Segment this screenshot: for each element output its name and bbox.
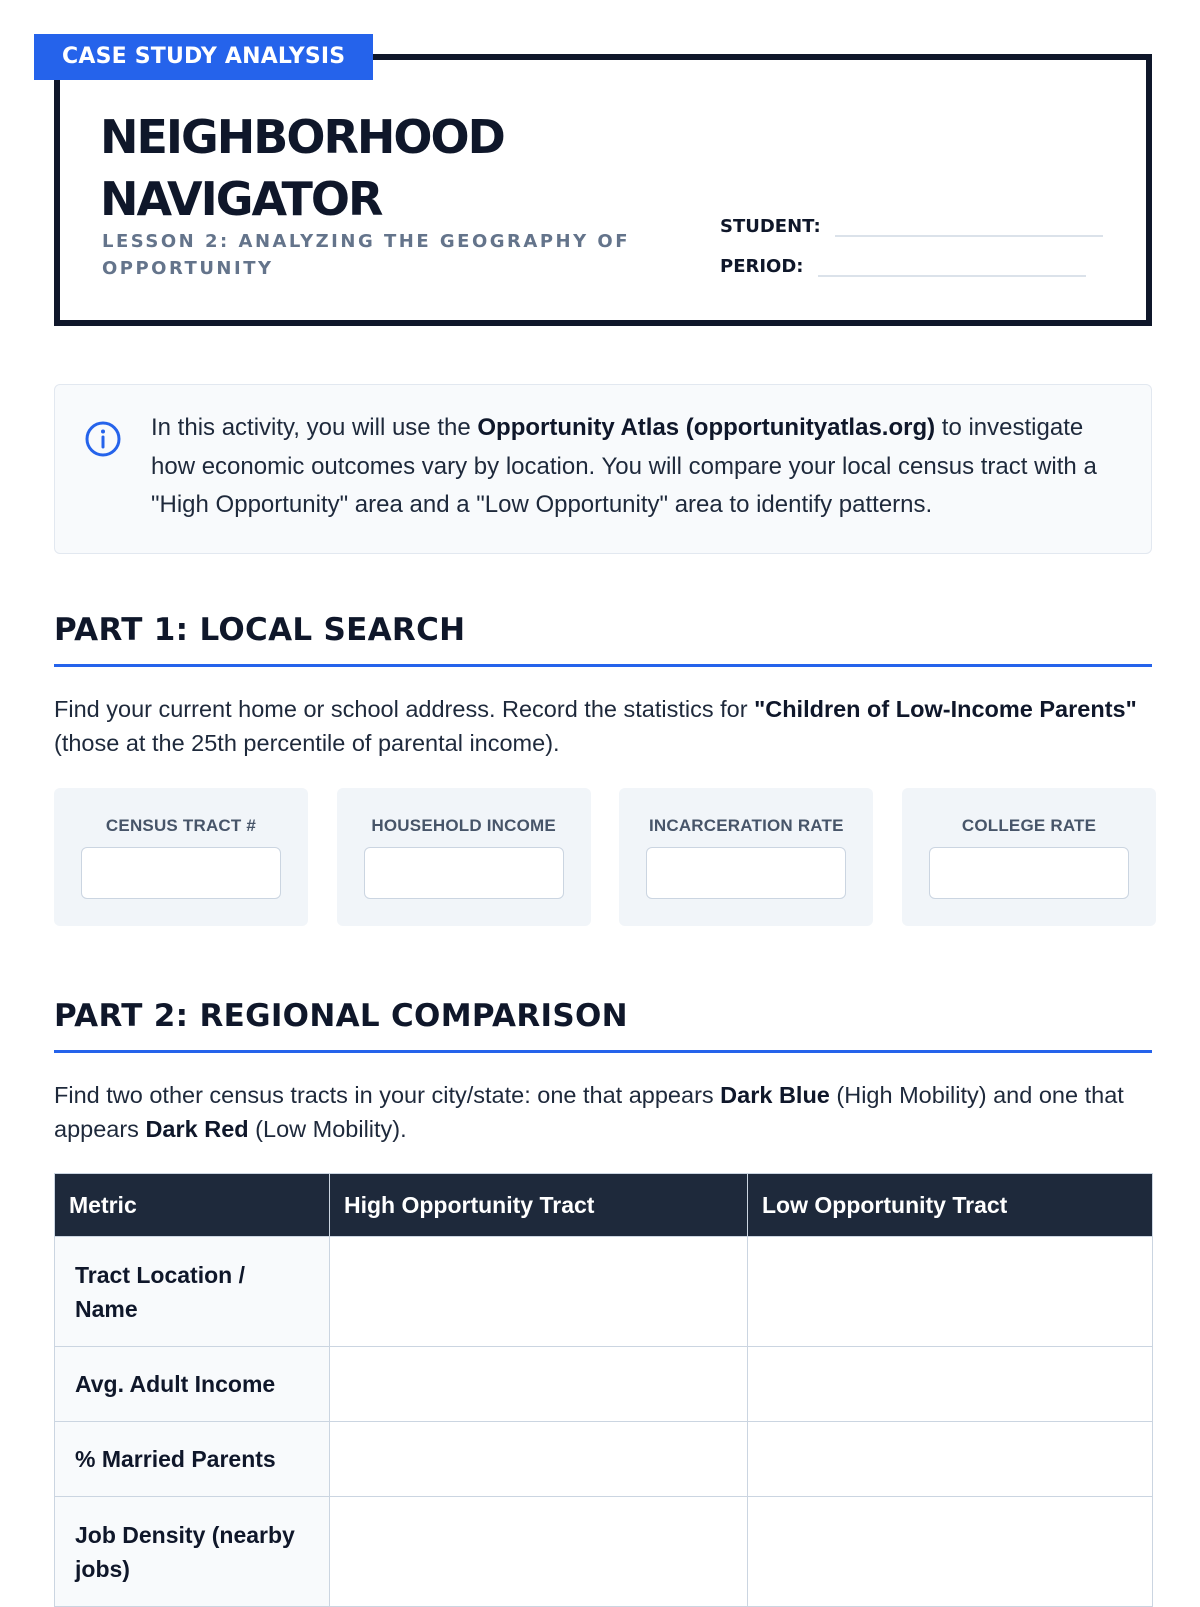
column-header-low: Low Opportunity Tract <box>748 1174 1153 1237</box>
high-opportunity-cell[interactable] <box>330 1422 748 1497</box>
period-input-line[interactable] <box>818 274 1086 277</box>
high-opportunity-cell[interactable] <box>330 1497 748 1607</box>
student-field[interactable] <box>720 216 1103 237</box>
part1-text-before: Find your current home or school address. Record the statistics for <box>54 696 755 722</box>
opportunity-atlas-reference: Opportunity Atlas (opportunityatlas.org) <box>477 414 936 441</box>
part1-text-bold: "Children of Low-Income Parents" <box>754 696 1137 722</box>
info-text <box>151 409 1131 525</box>
part2-text-3: (Low Mobility). <box>248 1116 407 1142</box>
table-row <box>55 1497 1153 1607</box>
comparison-table <box>54 1173 1153 1607</box>
stat-label: CENSUS TRACT # <box>105 816 257 835</box>
info-rest: to investigate how economic outcomes vary by location. You will compare your local census tract with a "High Opportunity" area and a "Low Opportunity" area to identify patterns. <box>151 414 1097 518</box>
info-icon <box>83 419 123 459</box>
column-header-high: High Opportunity Tract <box>330 1174 748 1237</box>
metric-cell: % Married Parents <box>55 1422 330 1497</box>
low-opportunity-cell[interactable] <box>748 1497 1153 1607</box>
stat-label: INCARCERATION RATE <box>648 816 844 835</box>
table-row <box>55 1422 1153 1497</box>
dark-red-term: Dark Red <box>145 1116 249 1142</box>
part1-text-after: (those at the 25th percentile of parental income). <box>54 730 560 756</box>
stat-label: HOUSEHOLD INCOME <box>371 816 556 835</box>
part1-instructions <box>54 692 1152 760</box>
census-tract-input[interactable] <box>81 847 281 899</box>
period-label: PERIOD: <box>720 256 804 277</box>
low-opportunity-cell[interactable] <box>748 1422 1153 1497</box>
college-rate-input[interactable] <box>929 847 1129 899</box>
metric-cell: Tract Location / Name <box>55 1237 330 1347</box>
lesson-subtitle: LESSON 2: ANALYZING THE GEOGRAPHY OF OPPORTUNITY <box>102 231 630 279</box>
household-income-input[interactable] <box>364 847 564 899</box>
part2-text-1: Find two other census tracts in your city/state: one that appears <box>54 1082 721 1108</box>
table-row <box>55 1237 1153 1347</box>
student-input-line[interactable] <box>835 234 1103 237</box>
stat-card-college-rate <box>902 788 1156 926</box>
stat-card-census-tract <box>54 788 308 926</box>
stat-card-household-income <box>337 788 591 926</box>
page-title: NEIGHBORHOOD NAVIGATOR <box>100 110 504 226</box>
dark-blue-term: Dark Blue <box>720 1082 830 1108</box>
table-row <box>55 1347 1153 1422</box>
part2-title: PART 2: REGIONAL COMPARISON <box>54 998 628 1034</box>
part1-divider <box>54 664 1152 667</box>
case-study-tag: CASE STUDY ANALYSIS <box>34 34 373 80</box>
stat-card-incarceration-rate <box>619 788 873 926</box>
period-field[interactable] <box>720 256 1086 277</box>
part2-instructions <box>54 1078 1152 1146</box>
part2-divider <box>54 1050 1152 1053</box>
info-callout <box>54 384 1152 554</box>
info-intro: In this activity, you will use the <box>151 414 478 441</box>
worksheet-header <box>54 54 1152 326</box>
high-opportunity-cell[interactable] <box>330 1237 748 1347</box>
low-opportunity-cell[interactable] <box>748 1347 1153 1422</box>
low-opportunity-cell[interactable] <box>748 1237 1153 1347</box>
part2-text-2: (High Mobility) and one that appears <box>54 1082 1124 1142</box>
part1-title: PART 1: LOCAL SEARCH <box>54 612 466 648</box>
metric-cell: Avg. Adult Income <box>55 1347 330 1422</box>
table-header-row <box>55 1174 1153 1237</box>
high-opportunity-cell[interactable] <box>330 1347 748 1422</box>
incarceration-rate-input[interactable] <box>646 847 846 899</box>
student-label: STUDENT: <box>720 216 821 237</box>
stat-label: COLLEGE RATE <box>961 816 1097 835</box>
column-header-metric: Metric <box>55 1174 330 1237</box>
metric-cell: Job Density (nearby jobs) <box>55 1497 330 1607</box>
